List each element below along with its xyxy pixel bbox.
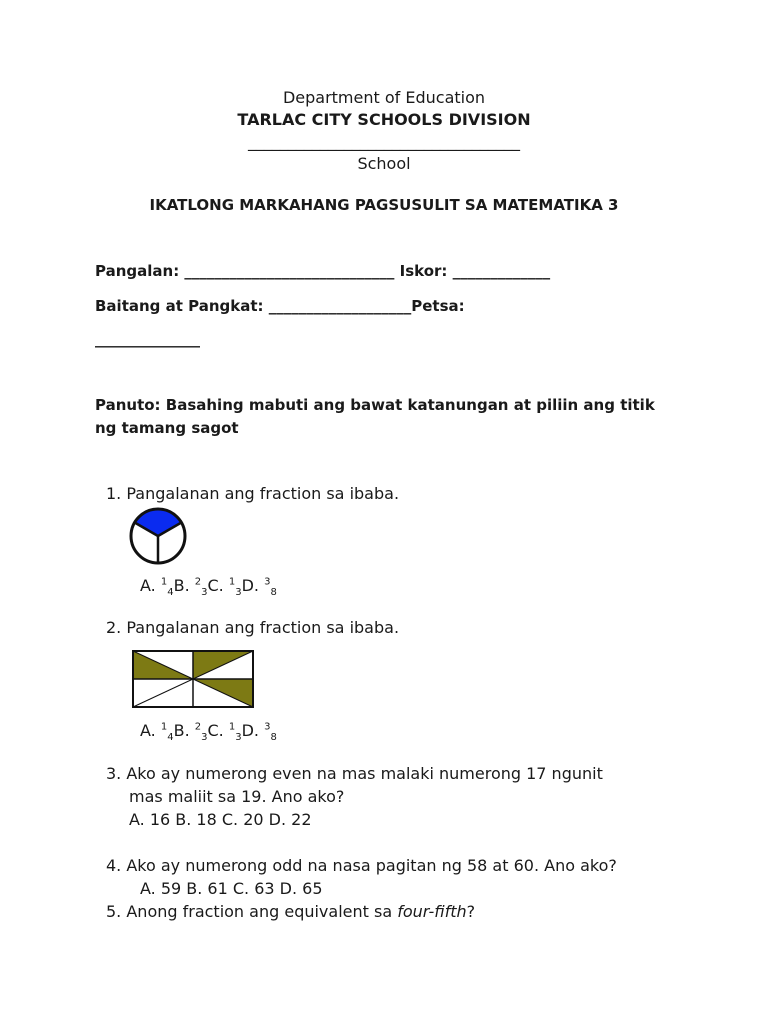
choice-b-num: 2: [194, 576, 202, 588]
school-label: School: [357, 154, 411, 173]
exam-title: IKATLONG MARKAHANG PAGSUSULIT SA MATEMATIKA 3: [149, 196, 619, 214]
instructions-line-2: ng tamang sagot: [95, 419, 239, 437]
name-score-line: Pangalan: ____________________________ Iskor: _____________: [95, 262, 551, 280]
fraction-rectangle-figure: [132, 650, 254, 708]
question-5-italic: four-fifth: [397, 902, 467, 921]
choice-d-num: 3: [264, 576, 271, 588]
choice-d-label: D.: [241, 576, 265, 595]
choice-a-num: 1: [160, 721, 168, 733]
choice-c-label: C.: [207, 721, 229, 740]
choice-c-num: 1: [228, 576, 236, 588]
question-5-suffix: ?: [466, 902, 476, 921]
choice-c-label: C.: [207, 576, 229, 595]
choice-b-label: B.: [173, 721, 195, 740]
choice-d-den: 8: [270, 587, 277, 599]
choice-b-den: 3: [201, 587, 208, 599]
choice-b-num: 2: [194, 721, 202, 733]
choice-b-den: 3: [201, 732, 208, 744]
grade-date-line: Baitang at Pangkat: ___________________Petsa:: [95, 297, 465, 315]
choice-a-label: A.: [140, 576, 161, 595]
department-heading: Department of Education: [282, 88, 486, 107]
choice-d-den: 8: [270, 732, 277, 744]
question-5: [106, 902, 475, 921]
question-1-choices: [140, 576, 277, 599]
date-blank: ______________: [95, 330, 200, 348]
choice-d-label: D.: [241, 721, 265, 740]
choice-c-den: 3: [235, 732, 242, 744]
choice-a-den: 4: [167, 587, 174, 599]
question-1: 1. Pangalanan ang fraction sa ibaba.: [106, 484, 400, 503]
division-heading: TARLAC CITY SCHOOLS DIVISION: [237, 110, 531, 129]
instructions-line-1: Panuto: Basahing mabuti ang bawat katanungan at piliin ang titik: [95, 396, 655, 414]
question-3-line-2: mas maliit sa 19. Ano ako?: [129, 787, 345, 806]
question-4: 4. Ako ay numerong odd na nasa pagitan ng 58 at 60. Ano ako?: [106, 856, 617, 875]
question-4-choices: A. 59 B. 61 C. 63 D. 65: [140, 879, 323, 898]
choice-b-label: B.: [173, 576, 195, 595]
question-2: 2. Pangalanan ang fraction sa ibaba.: [106, 618, 400, 637]
question-2-choices: [140, 721, 277, 744]
question-3-choices: A. 16 B. 18 C. 20 D. 22: [129, 810, 312, 829]
school-name-blank: __________________________________: [248, 132, 520, 151]
question-5-prefix: 5. Anong fraction ang equivalent sa: [106, 902, 398, 921]
choice-c-den: 3: [235, 587, 242, 599]
question-3-line-1: 3. Ako ay numerong even na mas malaki numerong 17 ngunit: [106, 764, 603, 783]
fraction-circle-figure: [129, 507, 187, 565]
choice-a-label: A.: [140, 721, 161, 740]
choice-d-num: 3: [264, 721, 271, 733]
choice-c-num: 1: [228, 721, 236, 733]
choice-a-den: 4: [167, 732, 174, 744]
choice-a-num: 1: [160, 576, 168, 588]
